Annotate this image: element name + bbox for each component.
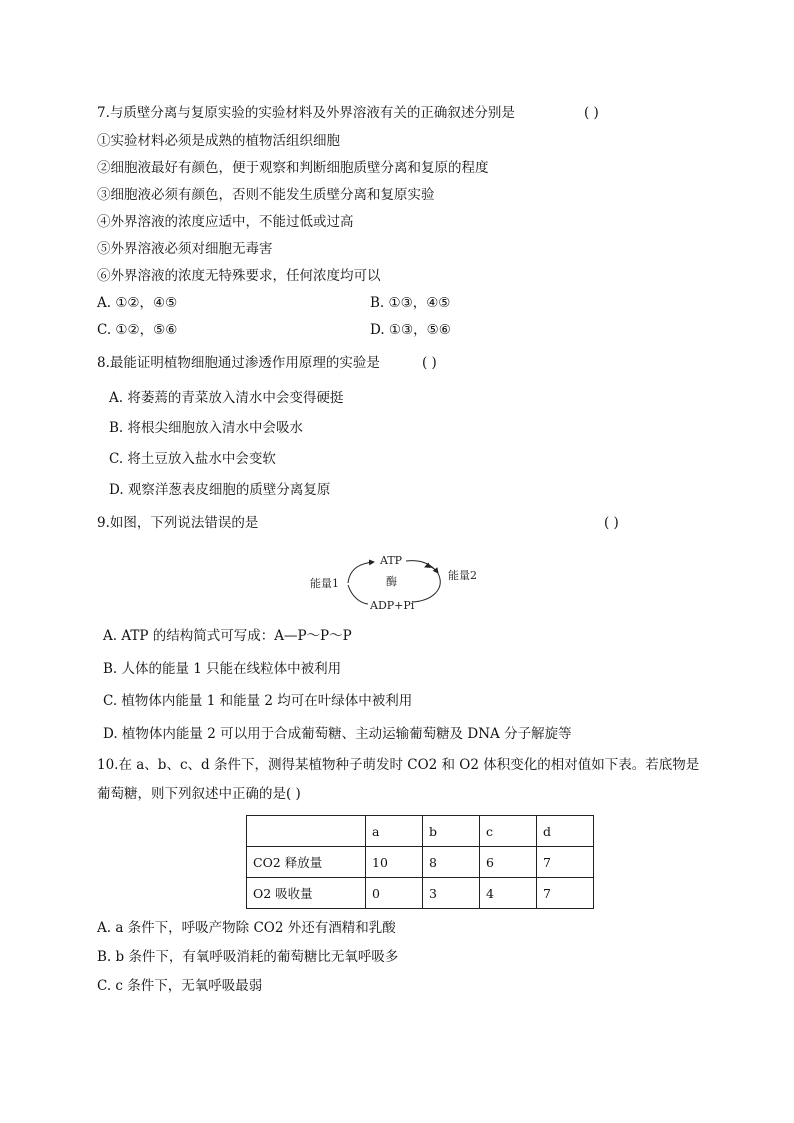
q9-option-d: D. 植物体内能量 2 可以用于合成葡萄糖、主动运输葡萄糖及 DNA 分子解旋等 xyxy=(103,726,572,742)
table-header-cell: c xyxy=(480,816,537,847)
table-header-cell: b xyxy=(423,816,480,847)
table-header-row xyxy=(247,816,594,847)
q10-stem-line1: 10.在 a、b、c、d 条件下，测得某植物种子萌发时 CO2 和 O2 体积变化的相对值如下表。若底物是 xyxy=(97,757,700,773)
q7-option-d: D. ①③，⑤⑥ xyxy=(370,322,451,338)
table-cell: 7 xyxy=(537,847,594,878)
q7-item-4: ④外界溶液的浓度应适中，不能过低或过高 xyxy=(97,214,354,230)
table-cell: 7 xyxy=(537,878,594,909)
q9-stem: 9.如图，下列说法错误的是 xyxy=(97,515,259,531)
table-header-cell xyxy=(247,816,366,847)
q7-item-5: ⑤外界溶液必须对细胞无毒害 xyxy=(97,241,273,257)
q7-option-b: B. ①③，④⑤ xyxy=(370,295,451,311)
q9-option-a: A. ATP 的结构简式可写成：A—P～P～P xyxy=(103,628,352,644)
atp-adp-cycle-diagram xyxy=(300,545,500,615)
table-header-cell: a xyxy=(366,816,423,847)
q10-option-c: C. c 条件下，无氧呼吸最弱 xyxy=(97,978,263,994)
q9-option-b: B. 人体的能量 1 只能在线粒体中被利用 xyxy=(103,661,342,677)
q7-option-c: C. ①②，⑤⑥ xyxy=(97,322,178,338)
arrow-input-curve-icon xyxy=(348,585,368,604)
diagram-energy-1: 能量1 xyxy=(310,577,339,590)
diagram-adp-pi: ADP+Pi xyxy=(370,599,415,612)
table-row xyxy=(247,878,594,909)
q7-item-3: ③细胞液必须有颜色，否则不能发生质壁分离和复原实验 xyxy=(97,187,435,203)
diagram-energy-2: 能量2 xyxy=(448,569,477,582)
q8-option-c: C. 将土豆放入盐水中会变软 xyxy=(109,451,276,467)
table-cell: 4 xyxy=(480,878,537,909)
arrow-hydrolysis-icon xyxy=(406,561,438,573)
q7-option-a: A. ①②，④⑤ xyxy=(97,295,178,311)
q10-option-b: B. b 条件下，有氧呼吸消耗的葡萄糖比无氧呼吸多 xyxy=(97,949,399,965)
table-cell: 0 xyxy=(366,878,423,909)
q8-option-b: B. 将根尖细胞放入清水中会吸水 xyxy=(109,420,304,436)
q8-option-d: D. 观察洋葱表皮细胞的质壁分离复原 xyxy=(109,482,331,498)
q7-item-6: ⑥外界溶液的浓度无特殊要求，任何浓度均可以 xyxy=(97,268,381,284)
table-header-cell: d xyxy=(537,816,594,847)
q10-stem-line2: 葡萄糖，则下列叙述中正确的是( ) xyxy=(97,786,301,802)
arrow-regeneration-icon xyxy=(412,567,440,603)
table-row xyxy=(247,847,594,878)
diagram-atp: ATP xyxy=(380,554,403,567)
table-cell: 8 xyxy=(423,847,480,878)
table-cell: CO2 释放量 xyxy=(247,847,366,878)
q10-option-a: A. a 条件下，呼吸产物除 CO2 外还有酒精和乳酸 xyxy=(97,920,396,936)
q10-data-table xyxy=(246,815,594,909)
q7-item-1: ①实验材料必须是成熟的植物活组织细胞 xyxy=(97,133,340,149)
table-cell: 6 xyxy=(480,847,537,878)
q7-item-2: ②细胞液最好有颜色，便于观察和判断细胞质壁分离和复原的程度 xyxy=(97,160,489,176)
table-cell: 3 xyxy=(423,878,480,909)
q8-stem: 8.最能证明植物细胞通过渗透作用原理的实验是 xyxy=(97,355,380,371)
table-cell: O2 吸收量 xyxy=(247,878,366,909)
q7-stem: 7.与质壁分离与复原实验的实验材料及外界溶液有关的正确叙述分别是 xyxy=(97,105,515,121)
arrow-synthesis-icon xyxy=(348,562,374,583)
q8-option-a: A. 将萎蔫的青菜放入清水中会变得硬挺 xyxy=(109,390,344,406)
q9-option-c: C. 植物体内能量 1 和能量 2 均可在叶绿体中被利用 xyxy=(103,693,413,709)
q8-answer-paren: ( ) xyxy=(422,355,437,371)
diagram-enzyme: 酶 xyxy=(386,575,397,588)
q7-answer-paren: ( ) xyxy=(584,105,599,121)
table-cell: 10 xyxy=(366,847,423,878)
q9-answer-paren: ( ) xyxy=(604,515,619,531)
